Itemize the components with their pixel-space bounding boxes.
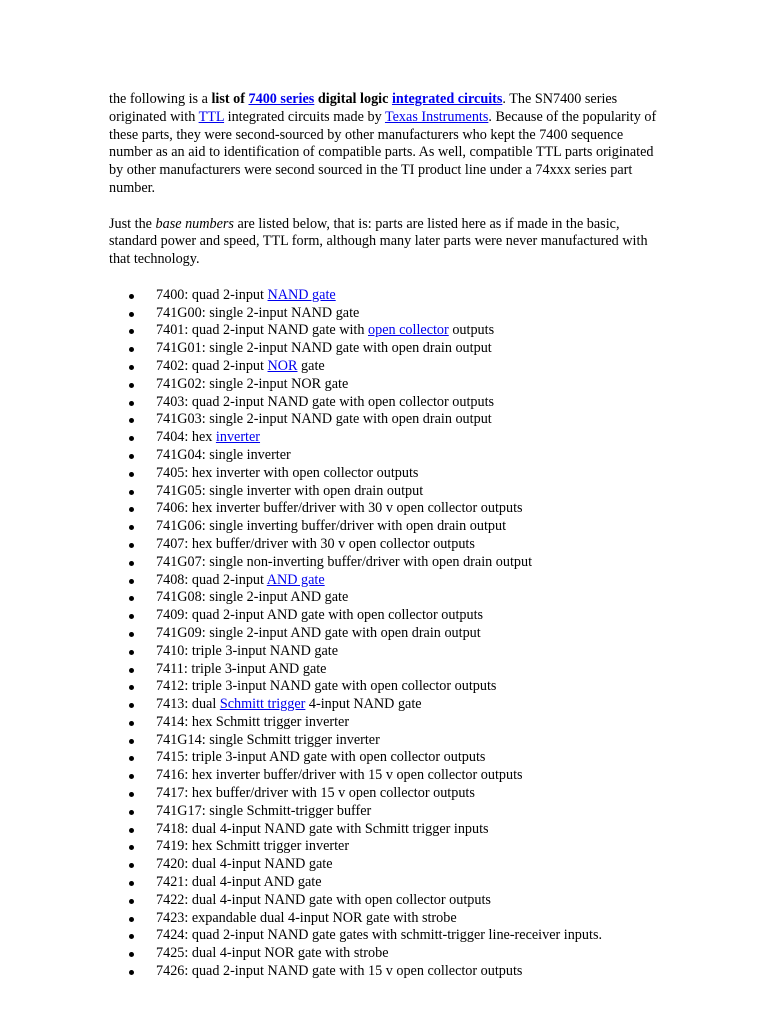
list-item bbox=[109, 376, 665, 394]
bullet-icon bbox=[129, 845, 134, 850]
bullet-icon bbox=[129, 579, 134, 584]
list-item bbox=[109, 874, 665, 892]
list-item-text: 7418: dual 4-input NAND gate with Schmitt trigger inputs bbox=[156, 820, 489, 837]
list-item bbox=[109, 536, 665, 554]
list-item bbox=[109, 821, 665, 839]
bullet-icon bbox=[129, 312, 134, 317]
list-item bbox=[109, 305, 665, 323]
bullet-icon bbox=[129, 774, 134, 779]
list-item bbox=[109, 411, 665, 429]
link-texas-instruments[interactable]: Texas Instruments bbox=[384, 108, 489, 125]
bullet-icon bbox=[129, 329, 134, 334]
list-item bbox=[109, 749, 665, 767]
list-item-text: 7416: hex inverter buffer/driver with 15 v open collector outputs bbox=[156, 767, 523, 784]
bullet-icon bbox=[129, 507, 134, 512]
bullet-icon bbox=[129, 703, 134, 708]
list-of-bold: list of bbox=[211, 91, 249, 107]
bullet-icon bbox=[129, 721, 134, 726]
para-text: Just the bbox=[109, 215, 156, 232]
list-item-text: 7411: triple 3-input AND gate bbox=[156, 660, 327, 677]
bullet-icon bbox=[129, 561, 134, 566]
list-item bbox=[109, 910, 665, 928]
bullet-icon bbox=[129, 294, 134, 299]
list-item-text: 7422: dual 4-input NAND gate with open collector outputs bbox=[156, 891, 491, 908]
list-item-text: 7423: expandable dual 4-input NOR gate with strobe bbox=[156, 909, 457, 926]
bullet-icon bbox=[129, 863, 134, 868]
digital-logic-bold: digital logic bbox=[314, 91, 392, 107]
bullet-icon bbox=[129, 418, 134, 423]
bullet-icon bbox=[129, 472, 134, 477]
list-item-text: 741G02: single 2-input NOR gate bbox=[156, 375, 349, 392]
list-item-text: 741G03: single 2-input NAND gate with open drain output bbox=[156, 411, 492, 428]
list-item bbox=[109, 358, 665, 376]
list-item-text: 7404: hex bbox=[156, 429, 216, 446]
list-item-text: 7400: quad 2-input bbox=[156, 286, 268, 303]
link-7400-series[interactable]: 7400 series bbox=[248, 91, 315, 107]
list-item bbox=[109, 661, 665, 679]
list-item-text: 7415: triple 3-input AND gate with open collector outputs bbox=[156, 749, 486, 766]
list-item bbox=[109, 803, 665, 821]
bullet-icon bbox=[129, 970, 134, 975]
bullet-icon bbox=[129, 614, 134, 619]
intro-text: integrated circuits made by bbox=[224, 108, 385, 125]
bullet-icon bbox=[129, 668, 134, 673]
list-item bbox=[109, 643, 665, 661]
list-item-text: 7403: quad 2-input NAND gate with open collector outputs bbox=[156, 393, 495, 410]
bullet-icon bbox=[129, 454, 134, 459]
list-item-text: 741G04: single inverter bbox=[156, 446, 291, 463]
list-item-text: outputs bbox=[448, 322, 495, 339]
list-item bbox=[109, 340, 665, 358]
bullet-icon bbox=[129, 347, 134, 352]
list-item-link[interactable]: inverter bbox=[215, 429, 261, 446]
list-item bbox=[109, 465, 665, 483]
document-page bbox=[109, 91, 665, 981]
list-item-text: 4-input NAND gate bbox=[305, 696, 422, 713]
list-item-text: 7425: dual 4-input NOR gate with strobe bbox=[156, 945, 389, 962]
bullet-icon bbox=[129, 543, 134, 548]
list-item-link[interactable]: open collector bbox=[368, 322, 449, 339]
list-item-text: 7417: hex buffer/driver with 15 v open collector outputs bbox=[156, 785, 475, 802]
bullet-icon bbox=[129, 401, 134, 406]
list-item bbox=[109, 572, 665, 590]
bullet-icon bbox=[129, 739, 134, 744]
intro-text: the following is a bbox=[109, 91, 212, 107]
bullet-icon bbox=[129, 756, 134, 761]
list-item bbox=[109, 678, 665, 696]
list-item-text: 7420: dual 4-input NAND gate bbox=[156, 856, 333, 873]
bullet-icon bbox=[129, 650, 134, 655]
list-item bbox=[109, 892, 665, 910]
bullet-icon bbox=[129, 632, 134, 637]
part-list bbox=[109, 287, 665, 981]
list-item bbox=[109, 767, 665, 785]
list-item bbox=[109, 589, 665, 607]
list-item-text: 7421: dual 4-input AND gate bbox=[156, 874, 322, 891]
list-item bbox=[109, 838, 665, 856]
intro-text: . The SN7400 series originated with bbox=[109, 91, 618, 125]
list-item-text: 741G09: single 2-input AND gate with open drain output bbox=[156, 624, 481, 641]
list-item-text: 741G14: single Schmitt trigger inverter bbox=[156, 731, 380, 748]
list-item-text: 741G17: single Schmitt-trigger buffer bbox=[156, 802, 372, 819]
bullet-icon bbox=[129, 490, 134, 495]
list-item-text: 7426: quad 2-input NAND gate with 15 v open collector outputs bbox=[156, 963, 523, 980]
list-item bbox=[109, 856, 665, 874]
list-item bbox=[109, 518, 665, 536]
list-item bbox=[109, 785, 665, 803]
list-item-text: 7406: hex inverter buffer/driver with 30 v open collector outputs bbox=[156, 500, 523, 517]
bullet-icon bbox=[129, 917, 134, 922]
bullet-icon bbox=[129, 525, 134, 530]
bullet-icon bbox=[129, 596, 134, 601]
list-item bbox=[109, 287, 665, 305]
list-item-text: 7408: quad 2-input bbox=[156, 571, 267, 588]
list-item-link[interactable]: AND gate bbox=[266, 571, 325, 588]
bullet-icon bbox=[129, 436, 134, 441]
bullet-icon bbox=[129, 881, 134, 886]
list-item-text: 741G07: single non-inverting buffer/driver with open drain output bbox=[156, 553, 533, 570]
list-item-text: 741G06: single inverting buffer/driver with open drain output bbox=[156, 518, 507, 535]
list-item-text: 7402: quad 2-input bbox=[156, 357, 268, 374]
list-item-text: 7405: hex inverter with open collector outputs bbox=[156, 464, 419, 481]
list-item-text: 7407: hex buffer/driver with 30 v open collector outputs bbox=[156, 535, 475, 552]
intro-text: . Because of the popularity of these parts, they were second-sourced by other manufacturers who kept the 7400 sequence number as an aid to identification of compatible parts. As well, compatible TTL parts originated by other manufacturers were second sourced in the TI product line under a 74xxx series part number. bbox=[109, 108, 657, 196]
list-item bbox=[109, 483, 665, 501]
link-integrated-circuits[interactable]: integrated circuits bbox=[391, 91, 503, 107]
list-item bbox=[109, 429, 665, 447]
bullet-icon bbox=[129, 952, 134, 957]
bullet-icon bbox=[129, 383, 134, 388]
list-item bbox=[109, 554, 665, 572]
list-item-text: 7424: quad 2-input NAND gate gates with schmitt-trigger line-receiver inputs. bbox=[156, 927, 603, 944]
list-item-text: 7409: quad 2-input AND gate with open collector outputs bbox=[156, 607, 484, 624]
list-item bbox=[109, 732, 665, 750]
list-item-text: 741G00: single 2-input NAND gate bbox=[156, 304, 360, 321]
list-item-text: 7401: quad 2-input NAND gate with bbox=[156, 322, 368, 339]
list-item bbox=[109, 447, 665, 465]
list-item-text: 7410: triple 3-input NAND gate bbox=[156, 642, 339, 659]
bullet-icon bbox=[129, 792, 134, 797]
list-item-text: 741G01: single 2-input NAND gate with open drain output bbox=[156, 340, 492, 357]
list-item-text: 741G08: single 2-input AND gate bbox=[156, 589, 349, 606]
list-item bbox=[109, 945, 665, 963]
list-item-link[interactable]: NAND gate bbox=[267, 286, 336, 303]
list-item-text: 7419: hex Schmitt trigger inverter bbox=[156, 838, 350, 855]
list-item-link[interactable]: NOR bbox=[267, 357, 298, 374]
list-item-text: 7412: triple 3-input NAND gate with open collector outputs bbox=[156, 678, 497, 695]
list-item-text: 7413: dual bbox=[156, 696, 220, 713]
list-item bbox=[109, 696, 665, 714]
list-item bbox=[109, 963, 665, 981]
bullet-icon bbox=[129, 810, 134, 815]
para-text: are listed below, that is: parts are listed here as if made in the basic, standard power and speed, TTL form, although many later parts were never manufactured with that technology. bbox=[109, 215, 648, 268]
list-item bbox=[109, 625, 665, 643]
bullet-icon bbox=[129, 365, 134, 370]
list-item-text: gate bbox=[297, 357, 325, 374]
base-numbers-paragraph bbox=[109, 216, 665, 269]
list-item bbox=[109, 394, 665, 412]
list-item-text: 7414: hex Schmitt trigger inverter bbox=[156, 713, 350, 730]
bullet-icon bbox=[129, 685, 134, 690]
bullet-icon bbox=[129, 899, 134, 904]
list-item bbox=[109, 714, 665, 732]
list-item-link[interactable]: Schmitt trigger bbox=[219, 696, 306, 713]
list-item bbox=[109, 500, 665, 518]
list-item bbox=[109, 927, 665, 945]
base-numbers-emphasis: base numbers bbox=[155, 215, 234, 232]
bullet-icon bbox=[129, 828, 134, 833]
link-ttl[interactable]: TTL bbox=[198, 108, 225, 125]
list-item-text: 741G05: single inverter with open drain output bbox=[156, 482, 424, 499]
list-item bbox=[109, 322, 665, 340]
list-item bbox=[109, 607, 665, 625]
intro-paragraph bbox=[109, 91, 665, 198]
bullet-icon bbox=[129, 934, 134, 939]
